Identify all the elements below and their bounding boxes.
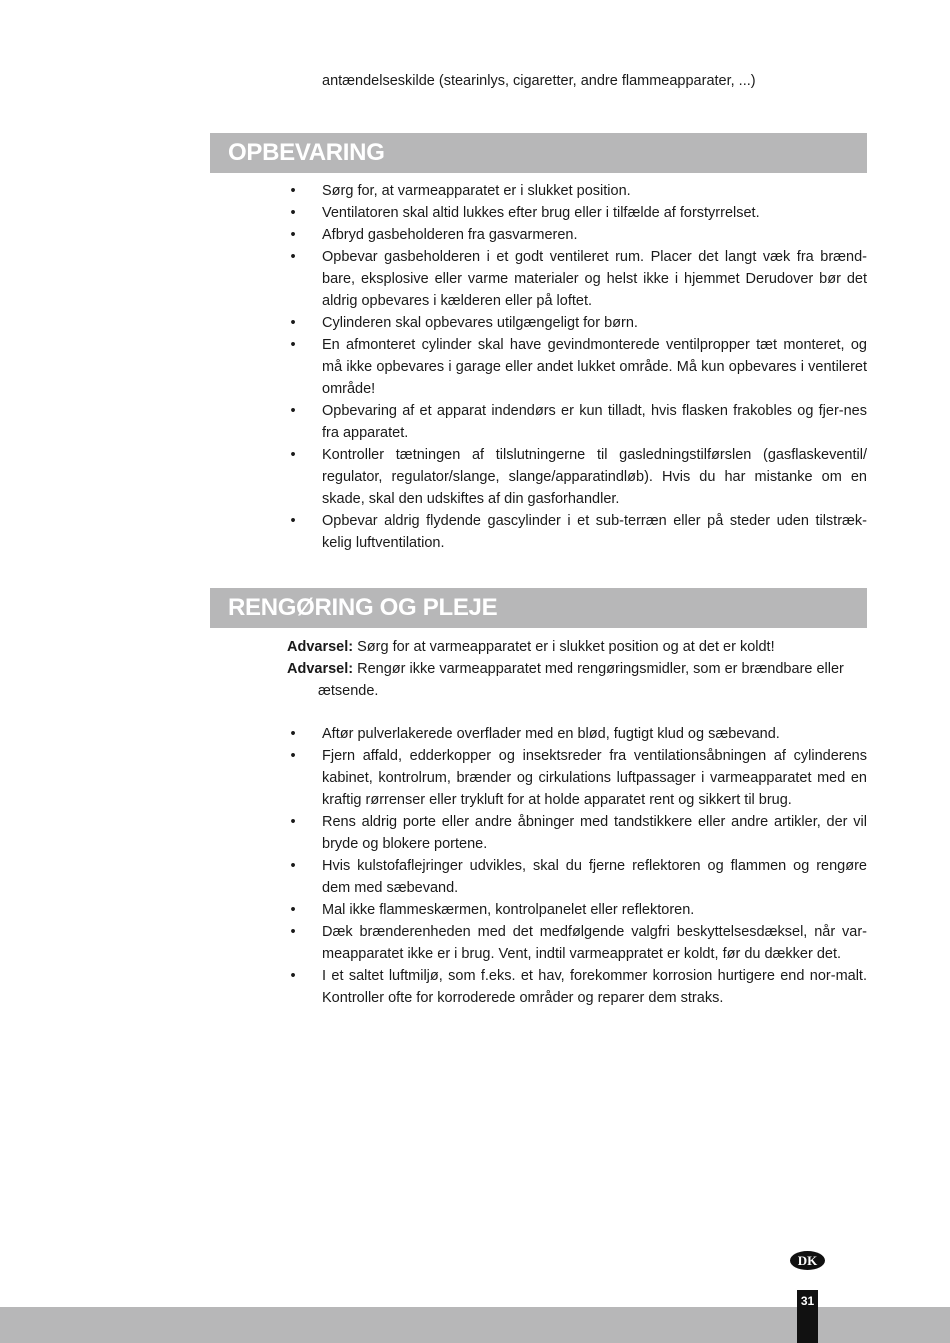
warning-label: Advarsel: bbox=[287, 661, 354, 677]
list-item: • Cylinderen skal opbevares utilgængeligt for børn. bbox=[287, 312, 867, 334]
bullet-icon: • bbox=[290, 403, 296, 419]
list-item: • Ventilatoren skal altid lukkes efter brug eller i tilfælde af forstyrrelset. bbox=[287, 202, 867, 224]
list-item: • Afbryd gasbeholderen fra gasvarmeren. bbox=[287, 224, 867, 246]
section-header-storage bbox=[210, 133, 867, 173]
bullet-icon: • bbox=[290, 748, 296, 764]
warnings-block bbox=[287, 636, 867, 702]
warning-label: Advarsel: bbox=[287, 639, 354, 655]
list-item: • I et saltet luftmiljø, som f.eks. et hav, forekommer korrosion hurtigere end nor-malt. Kontroller ofte for korroderede områder og reparer dem straks. bbox=[287, 965, 867, 1009]
bullet-icon: • bbox=[290, 183, 296, 199]
bullet-icon: • bbox=[290, 726, 296, 742]
list-item: • Sørg for, at varmeapparatet er i slukket position. bbox=[287, 180, 867, 202]
list-item: • En afmonteret cylinder skal have gevindmonterede ventilpropper tæt monteret, og må ikke opbevares i garage eller andet lukket område. Må kun opbevares i ventileret område! bbox=[287, 334, 867, 400]
bullet-icon: • bbox=[290, 858, 296, 874]
bullet-icon: • bbox=[290, 227, 296, 243]
bullet-icon: • bbox=[290, 315, 296, 331]
list-item: • Mal ikke flammeskærmen, kontrolpanelet eller reflektoren. bbox=[287, 899, 867, 921]
page-number: 31 bbox=[797, 1290, 818, 1343]
bullet-icon: • bbox=[290, 968, 296, 984]
language-badge: DK bbox=[790, 1251, 825, 1270]
section-title-cleaning: RENGØRING OG PLEJE bbox=[228, 594, 498, 621]
list-item: • Rens aldrig porte eller andre åbninger med tandstikkere eller andre artikler, der vil bryde og blokere portene. bbox=[287, 811, 867, 855]
section-header-cleaning bbox=[210, 588, 867, 628]
bullet-icon: • bbox=[290, 249, 296, 265]
list-item: • Opbevaring af et apparat indendørs er kun tilladt, hvis flasken frakobles og fjer-nes fra apparatet. bbox=[287, 400, 867, 444]
list-item: • Opbevar gasbeholderen i et godt ventileret rum. Placer det langt væk fra brænd-bare, eksplosive eller varme materialer og helst ikke i hjemmet Derudover bør det aldrig opbevares i kælderen eller på loftet. bbox=[287, 246, 867, 312]
bullet-icon: • bbox=[290, 814, 296, 830]
list-item: • Opbevar aldrig flydende gascylinder i et sub-terræn eller på steder uden tilstræk-kelig luftventilation. bbox=[287, 510, 867, 554]
bullet-icon: • bbox=[290, 902, 296, 918]
list-item: • Aftør pulverlakerede overflader med en blød, fugtigt klud og sæbevand. bbox=[287, 723, 867, 745]
bullet-icon: • bbox=[290, 337, 296, 353]
bullet-icon: • bbox=[290, 513, 296, 529]
bullet-icon: • bbox=[290, 205, 296, 221]
bullet-icon: • bbox=[290, 447, 296, 463]
warning-line: Advarsel: Sørg for at varmeapparatet er i slukket position og at det er koldt! bbox=[287, 639, 775, 655]
continuation-text: antændelseskilde (stearinlys, cigaretter, andre flammeapparater, ...) bbox=[322, 73, 756, 89]
storage-list bbox=[287, 180, 867, 554]
list-item: • Fjern affald, edderkopper og insektsreder fra ventilationsåbningen af cylinderens kabinet, kontrolrum, brænder og cirkulations luftpassager i varmeapparatet med en kraftig rørrenser eller trykluft for at holde apparatet rent og sikkert til brug. bbox=[287, 745, 867, 811]
list-item: • Dæk brænderenheden med det medfølgende valgfri beskyttelsesdæksel, når var-meapparatet ikke er i brug. Vent, indtil varmeappratet er koldt, før du dækker det. bbox=[287, 921, 867, 965]
warning-line: Advarsel: Rengør ikke varmeapparatet med rengøringsmidler, som er brændbare eller ætsende. bbox=[287, 661, 844, 699]
list-item: • Kontroller tætningen af tilslutningerne til gasledningstilførslen (gasflaskeventil/ regulator, regulator/slange, slange/apparatindløb). Hvis du har mistanke om en skade, skal den udskiftes af din gasforhandler. bbox=[287, 444, 867, 510]
bullet-icon: • bbox=[290, 924, 296, 940]
list-item: • Hvis kulstofaflejringer udvikles, skal du fjerne reflektoren og flammen og rengøre dem med sæbevand. bbox=[287, 855, 867, 899]
cleaning-list bbox=[287, 723, 867, 1009]
section-title-storage: OPBEVARING bbox=[228, 139, 385, 166]
